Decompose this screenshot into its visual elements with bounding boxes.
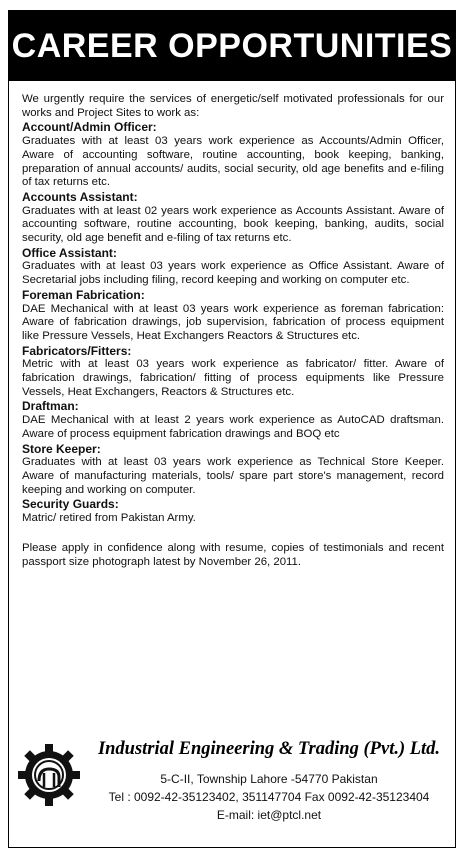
job-description: Graduates with at least 03 years work experience as Accounts/Admin Officer, Aware of accounting software, routine accounting, book keeping, banking, preparation of annual accounts/ audits, social security, old age benefits and e-filing of tax returns etc. bbox=[22, 135, 444, 189]
job-description: DAE Mechanical with at least 2 years work experience as AutoCAD draftsman. Aware of process equipment fabrication drawings and BOQ etc bbox=[22, 414, 444, 440]
job-advertisement bbox=[8, 10, 456, 848]
intro-text: We urgently require the services of energetic/self motivated professionals for our works and Project Sites to work as: bbox=[22, 93, 444, 119]
job-title: Draftman: bbox=[22, 399, 79, 414]
company-email: E-mail: iet@ptcl.net bbox=[216, 808, 322, 822]
job-listing bbox=[22, 498, 444, 525]
company-logo-icon bbox=[17, 743, 81, 807]
job-description: Metric with at least 03 years work experience as fabricator/ fitter. Aware of fabrication drawings, fabrication/ fitting of process equipments like Pressure Vessels, Heat Exchangers, Reactors & Structures etc. bbox=[22, 358, 444, 398]
ad-header bbox=[9, 11, 455, 81]
job-listing bbox=[22, 345, 444, 400]
job-title: Account/Admin Officer: bbox=[22, 120, 157, 135]
job-title: Foreman Fabrication: bbox=[22, 287, 145, 302]
job-description: DAE Mechanical with at least 03 years work experience as foreman fabrication: Aware of fabrication drawings, job supervision, fabrication of process equipment like Pressure Vessels, Heat Exchangers Reactors & Structures etc. bbox=[22, 302, 444, 342]
job-listing bbox=[22, 191, 444, 246]
ad-body bbox=[22, 93, 444, 581]
closing-text: Please apply in confidence along with resume, copies of testimonials and recent passport size photograph latest by November 26, 2011. bbox=[22, 541, 444, 568]
job-listing bbox=[22, 247, 444, 288]
company-phones: Tel : 0092-42-35123402, 351147704 Fax 0092-42-35123404 bbox=[108, 790, 430, 804]
job-description: Matric/ retired from Pakistan Army. bbox=[22, 512, 196, 525]
job-listing bbox=[22, 443, 444, 498]
company-footer bbox=[9, 737, 455, 847]
job-title: Fabricators/Fitters: bbox=[22, 343, 132, 358]
job-title: Office Assistant: bbox=[22, 245, 117, 260]
job-description: Graduates with at least 03 years work experience as Technical Store Keeper. Aware of manufacturing materials, tools/ spare part store's management, record keeping and working on computer. bbox=[22, 456, 444, 496]
job-listing bbox=[22, 121, 444, 190]
job-title: Store Keeper: bbox=[22, 441, 101, 456]
job-title: Security Guards: bbox=[22, 497, 119, 512]
ad-title: CAREER OPPORTUNITIES bbox=[11, 26, 453, 65]
company-name: Industrial Engineering & Trading (Pvt.) Ltd. bbox=[97, 739, 441, 759]
job-listing bbox=[22, 400, 444, 441]
job-description: Graduates with at least 02 years work experience as Accounts Assistant. Aware of accounting software, routine accounting, book keeping, banking, audits, social security, old age benefit and e-filing of tax returns etc. bbox=[22, 204, 444, 245]
company-address: 5-C-II, Township Lahore -54770 Pakistan bbox=[160, 772, 378, 786]
job-listing bbox=[22, 289, 444, 344]
job-description: Graduates with at least 03 years work experience as Office Assistant. Aware of Secretarial jobs including filing, record keeping and working on computer etc. bbox=[22, 260, 444, 287]
job-title: Accounts Assistant: bbox=[22, 189, 138, 204]
